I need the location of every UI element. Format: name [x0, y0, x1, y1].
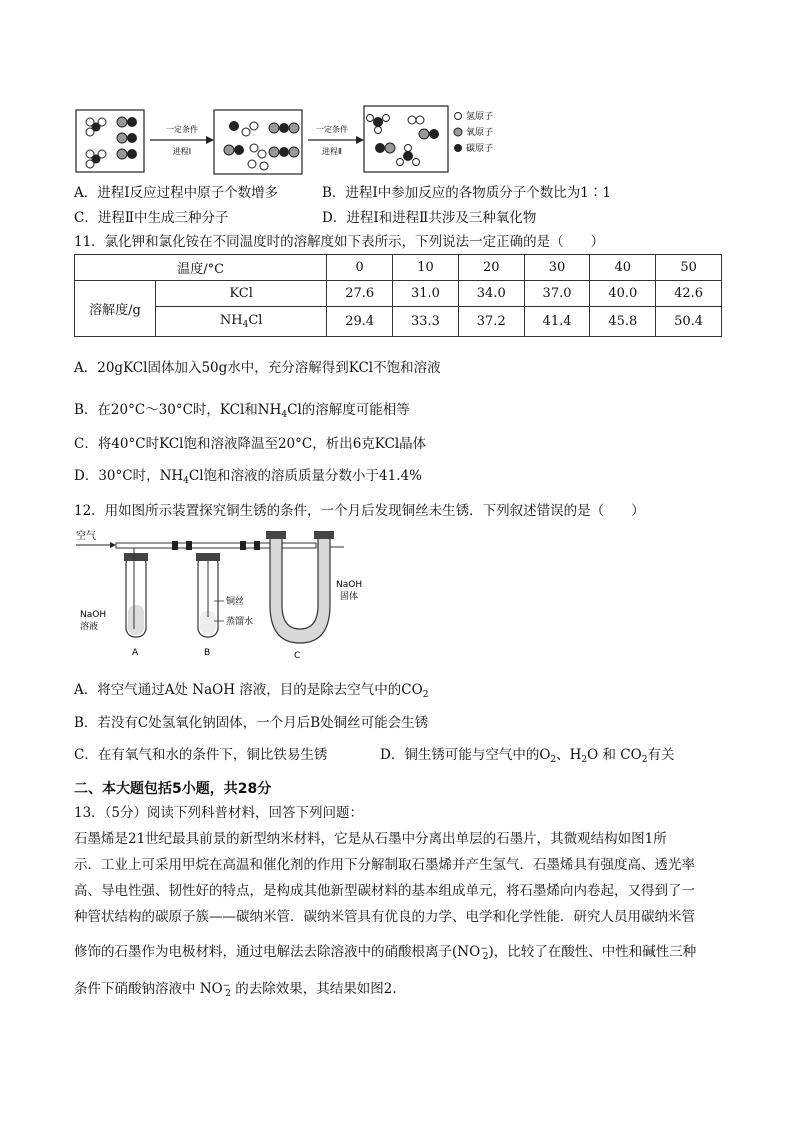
legend-hydrogen: 氢原子: [466, 112, 494, 122]
q13-paragraph-line: 种管状结构的碳原子簇——碳纳米管．碳纳米管具有优良的力学、电学和化学性能．研究人员用碳纳米管: [74, 909, 695, 925]
q11-b-post: Cl的溶解度可能相等: [287, 402, 410, 418]
q11-option-d: [74, 466, 422, 491]
reaction-process-figure: [74, 100, 514, 176]
distilled-water-label: 蒸馏水: [226, 617, 254, 627]
q13-paragraph-line: 示．工业上可采用甲烷在高温和催化剂的作用下分解制取石墨烯并产生氢气．石墨烯具有强度高、透光率: [74, 857, 695, 873]
q10-option-d: D．进程Ⅰ和进程Ⅱ共涉及三种氧化物: [322, 210, 537, 226]
solubility-table: [74, 254, 722, 337]
label-c: C: [294, 651, 301, 661]
q12-d-post: 有关: [647, 747, 675, 763]
q12-d-sub3: 2: [641, 755, 648, 765]
kcl-cell: 42.6: [656, 281, 722, 307]
q12-d-sub1: 2: [550, 755, 557, 765]
temp-cell: 20: [458, 255, 524, 281]
air-label: 空气: [76, 531, 96, 542]
q11-b-pre: B．在20°C～30°C时，KCl和NH: [74, 402, 282, 418]
temp-cell: 40: [590, 255, 656, 281]
q13-p5-pre: 修饰的石墨作为电极材料，通过电解法去除溶液中的硝酸根离子(NO: [74, 944, 481, 960]
temp-cell: 50: [656, 255, 722, 281]
table-row: [75, 307, 722, 337]
table-row: [75, 255, 722, 281]
naoh-solution-label-1: NaOH: [80, 610, 107, 620]
q12-d-mid1: 、H: [556, 747, 582, 763]
legend-carbon: 碳原子: [466, 144, 494, 154]
q13-paragraph-line: [74, 976, 397, 1004]
q11-option-a: A．20gKCl固体加入50g水中，充分溶解得到KCl不饱和溶液: [74, 360, 441, 376]
arrow1-top-label: 一定条件: [166, 125, 198, 134]
kcl-label: KCl: [156, 281, 327, 307]
q13-stem: 13．（5分）阅读下列科普材料，回答下列问题：: [74, 805, 364, 821]
q12-option-d: [380, 745, 674, 770]
nh4cl-cell: 37.2: [458, 307, 524, 337]
q10-option-a: A．进程Ⅰ反应过程中原子个数增多: [74, 185, 279, 201]
q13-p5-sup: −: [480, 944, 488, 954]
nh4cl-cell: 29.4: [327, 307, 393, 337]
nh4cl-label-sub: 4: [242, 320, 249, 330]
kcl-cell: 37.0: [524, 281, 590, 307]
q13-p6-pre: 条件下硝酸钠溶液中 NO: [74, 981, 223, 997]
copper-wire-label: 铜丝: [226, 597, 245, 607]
nh4cl-cell: 45.8: [590, 307, 656, 337]
q12-option-b: B．若没有C处氢氧化钠固体，一个月后B处铜丝可能会生锈: [74, 715, 429, 731]
temp-cell: 10: [393, 255, 459, 281]
q11-d-post: Cl饱和溶液的溶质质量分数小于41.4%: [188, 468, 422, 484]
temp-cell: 30: [524, 255, 590, 281]
naoh-solution-label-2: 溶液: [80, 622, 99, 632]
q10-option-c: C．进程Ⅱ中生成三种分子: [74, 210, 229, 226]
q11-d-pre: D．30°C时，NH: [74, 468, 184, 484]
q11-stem: 11．氯化钾和氯化铵在不同温度时的溶解度如下表所示，下列说法一定正确的是（ ）: [74, 234, 605, 250]
table-row: [75, 281, 722, 307]
copper-rust-apparatus-figure: [74, 525, 384, 663]
label-b: B: [204, 648, 211, 658]
q12-option-a: [74, 680, 428, 705]
nh4cl-label: [156, 307, 327, 337]
section-heading: 二、本大题包括5小题，共28分: [74, 781, 272, 797]
q11-b-sub: 4: [281, 410, 288, 420]
legend-oxygen: 氧原子: [466, 128, 494, 138]
arrow2-bottom-label: 进程Ⅱ: [322, 147, 342, 156]
q12-d-sub2: 2: [581, 755, 588, 765]
q11-option-b: [74, 400, 410, 425]
nh4cl-label-post: Cl: [248, 313, 263, 328]
q12-a-sub: 2: [422, 690, 429, 700]
q10-option-b: B．进程Ⅰ中参加反应的各物质分子个数比为1∶1: [322, 185, 611, 201]
arrow1-bottom-label: 进程Ⅰ: [172, 147, 192, 156]
nh4cl-cell: 50.4: [656, 307, 722, 337]
q13-p5-post: )，比较了在酸性、中性和碱性三种: [488, 944, 697, 960]
q12-stem: 12．用如图所示装置探究铜生锈的条件，一个月后发现铜丝未生锈．下列叙述错误的是（ ）: [74, 503, 645, 519]
q13-p6-post: 的去除效果，其结果如图2.: [230, 981, 397, 997]
kcl-cell: 31.0: [393, 281, 459, 307]
temp-cell: 0: [327, 255, 393, 281]
q13-p6-sub: 2: [225, 989, 231, 999]
q12-a-pre: A．将空气通过A处 NaOH 溶液，目的是除去空气中的CO: [74, 682, 423, 698]
header-temperature: 温度/°C: [75, 255, 327, 281]
q13-paragraph-line: 高、导电性强、韧性好的特点，是构成其他新型碳材料的基本组成单元，将石墨烯向内卷起，又得到了一: [74, 883, 695, 899]
arrow2-top-label: 一定条件: [316, 125, 348, 134]
kcl-cell: 40.0: [590, 281, 656, 307]
naoh-solid-label-2: 固体: [340, 592, 359, 602]
q12-option-c: C．在有氧气和水的条件下，铜比铁易生锈: [74, 747, 328, 763]
q13-p5-sub: 2: [482, 952, 489, 962]
label-a: A: [132, 648, 139, 658]
kcl-cell: 27.6: [327, 281, 393, 307]
q12-d-pre: D．铜生锈可能与空气中的O: [380, 747, 551, 763]
kcl-cell: 34.0: [458, 281, 524, 307]
q13-paragraph-line: 石墨烯是21世纪最具前景的新型纳米材料，它是从石墨中分离出单层的石墨片，其微观结构如图1所: [74, 831, 667, 847]
q12-d-mid2: O 和 CO: [587, 747, 642, 763]
nh4cl-label-pre: NH: [219, 313, 243, 328]
q13-paragraph-line: [74, 939, 696, 967]
q11-d-sub: 4: [183, 476, 189, 486]
q11-option-c: C．将40°C时KCl饱和溶液降温至20°C，析出6克KCl晶体: [74, 436, 427, 452]
solubility-label: 溶解度/g: [75, 281, 156, 337]
nh4cl-cell: 33.3: [393, 307, 459, 337]
q13-p6-sup: −: [222, 981, 231, 991]
naoh-solid-label-1: NaOH: [336, 580, 363, 590]
nh4cl-cell: 41.4: [524, 307, 590, 337]
